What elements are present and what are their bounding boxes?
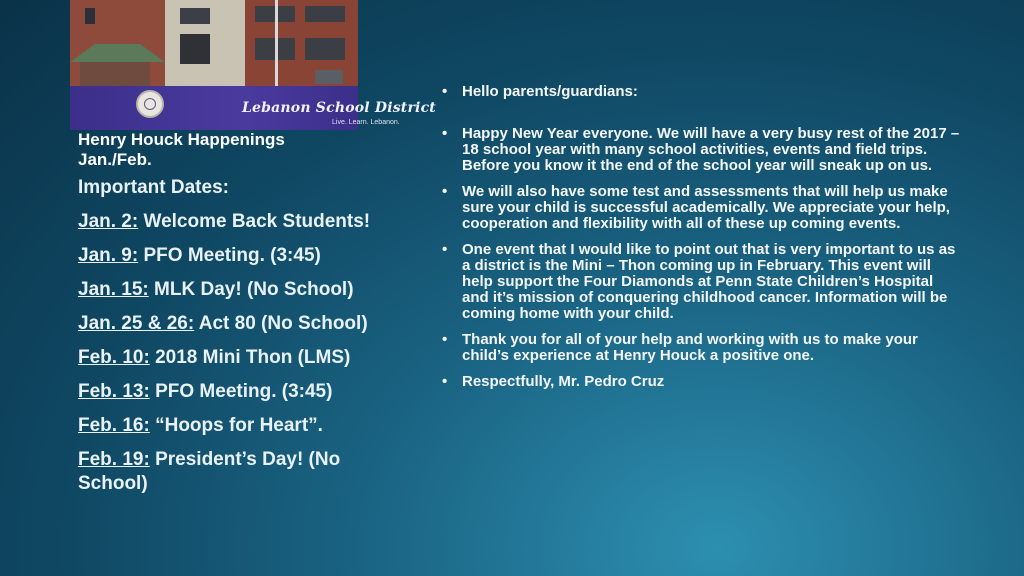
school-photo — [70, 0, 436, 130]
left-column — [78, 130, 408, 496]
bullet-new-year: • Happy New Year everyone. We will have a very busy rest of the 2017 – 18 school year with many school activities, events and field trips. Before you know it the end of the school year will sneak up on us. — [440, 126, 960, 174]
district-name: Lebanon School District — [242, 100, 436, 116]
date-text: PFO Meeting. (3:45) — [138, 245, 321, 266]
bullet-mini-thon: • One event that I would like to point out that is very important to us as a district is the Mini – Thon coming up in February. This event will help support the Four Diamonds at Penn State Children’s Hospital and it’s mission of conquering childhood cancer. Information will be coming home with your child. — [440, 242, 960, 322]
newsletter-period: Jan./Feb. — [78, 150, 152, 169]
date-entry — [78, 210, 408, 234]
date-text: President’s Day! (No School) — [78, 449, 341, 494]
date-entry — [78, 448, 408, 496]
date-label: Feb. 10: — [78, 347, 150, 368]
right-column — [440, 84, 960, 400]
date-text: PFO Meeting. (3:45) — [149, 381, 333, 402]
bullet-greeting: • Hello parents/guardians: — [440, 84, 642, 100]
date-text: MLK Day! (No School) — [148, 279, 354, 300]
bullet-signature: • Respectfully, Mr. Pedro Cruz — [440, 374, 960, 390]
date-entry — [78, 312, 408, 336]
district-tagline: Live. Learn. Lebanon. — [332, 119, 400, 126]
bullet-assessments: • We will also have some test and assessments that will help us make sure your child is successful academically. We appreciate your help, cooperation and flexibility with all of these up coming events. — [440, 184, 960, 232]
date-text: Act 80 (No School) — [194, 313, 368, 334]
date-entry — [78, 380, 408, 404]
date-label: Feb. 16: — [78, 415, 150, 436]
date-label: Jan. 9: — [78, 245, 139, 266]
important-dates-heading: Important Dates: — [78, 177, 229, 198]
bullet-thank-you: • Thank you for all of your help and working with us to make your child’s experience at Henry Houck a positive one. — [440, 332, 960, 364]
date-label: Feb. 13: — [78, 381, 150, 402]
date-text: Welcome Back Students! — [138, 211, 371, 232]
date-entry — [78, 278, 408, 302]
date-entry — [78, 414, 408, 438]
newsletter-title: Henry Houck Happenings — [78, 130, 285, 149]
date-entry — [78, 346, 408, 370]
date-label: Jan. 25 & 26: — [78, 313, 195, 334]
date-label: Feb. 19: — [78, 449, 150, 470]
date-label: Jan. 2: — [78, 211, 139, 232]
date-text: “Hoops for Heart”. — [149, 415, 323, 436]
date-entry — [78, 244, 408, 268]
date-label: Jan. 15: — [78, 279, 149, 300]
date-text: 2018 Mini Thon (LMS) — [149, 347, 351, 368]
district-seal — [136, 90, 164, 118]
